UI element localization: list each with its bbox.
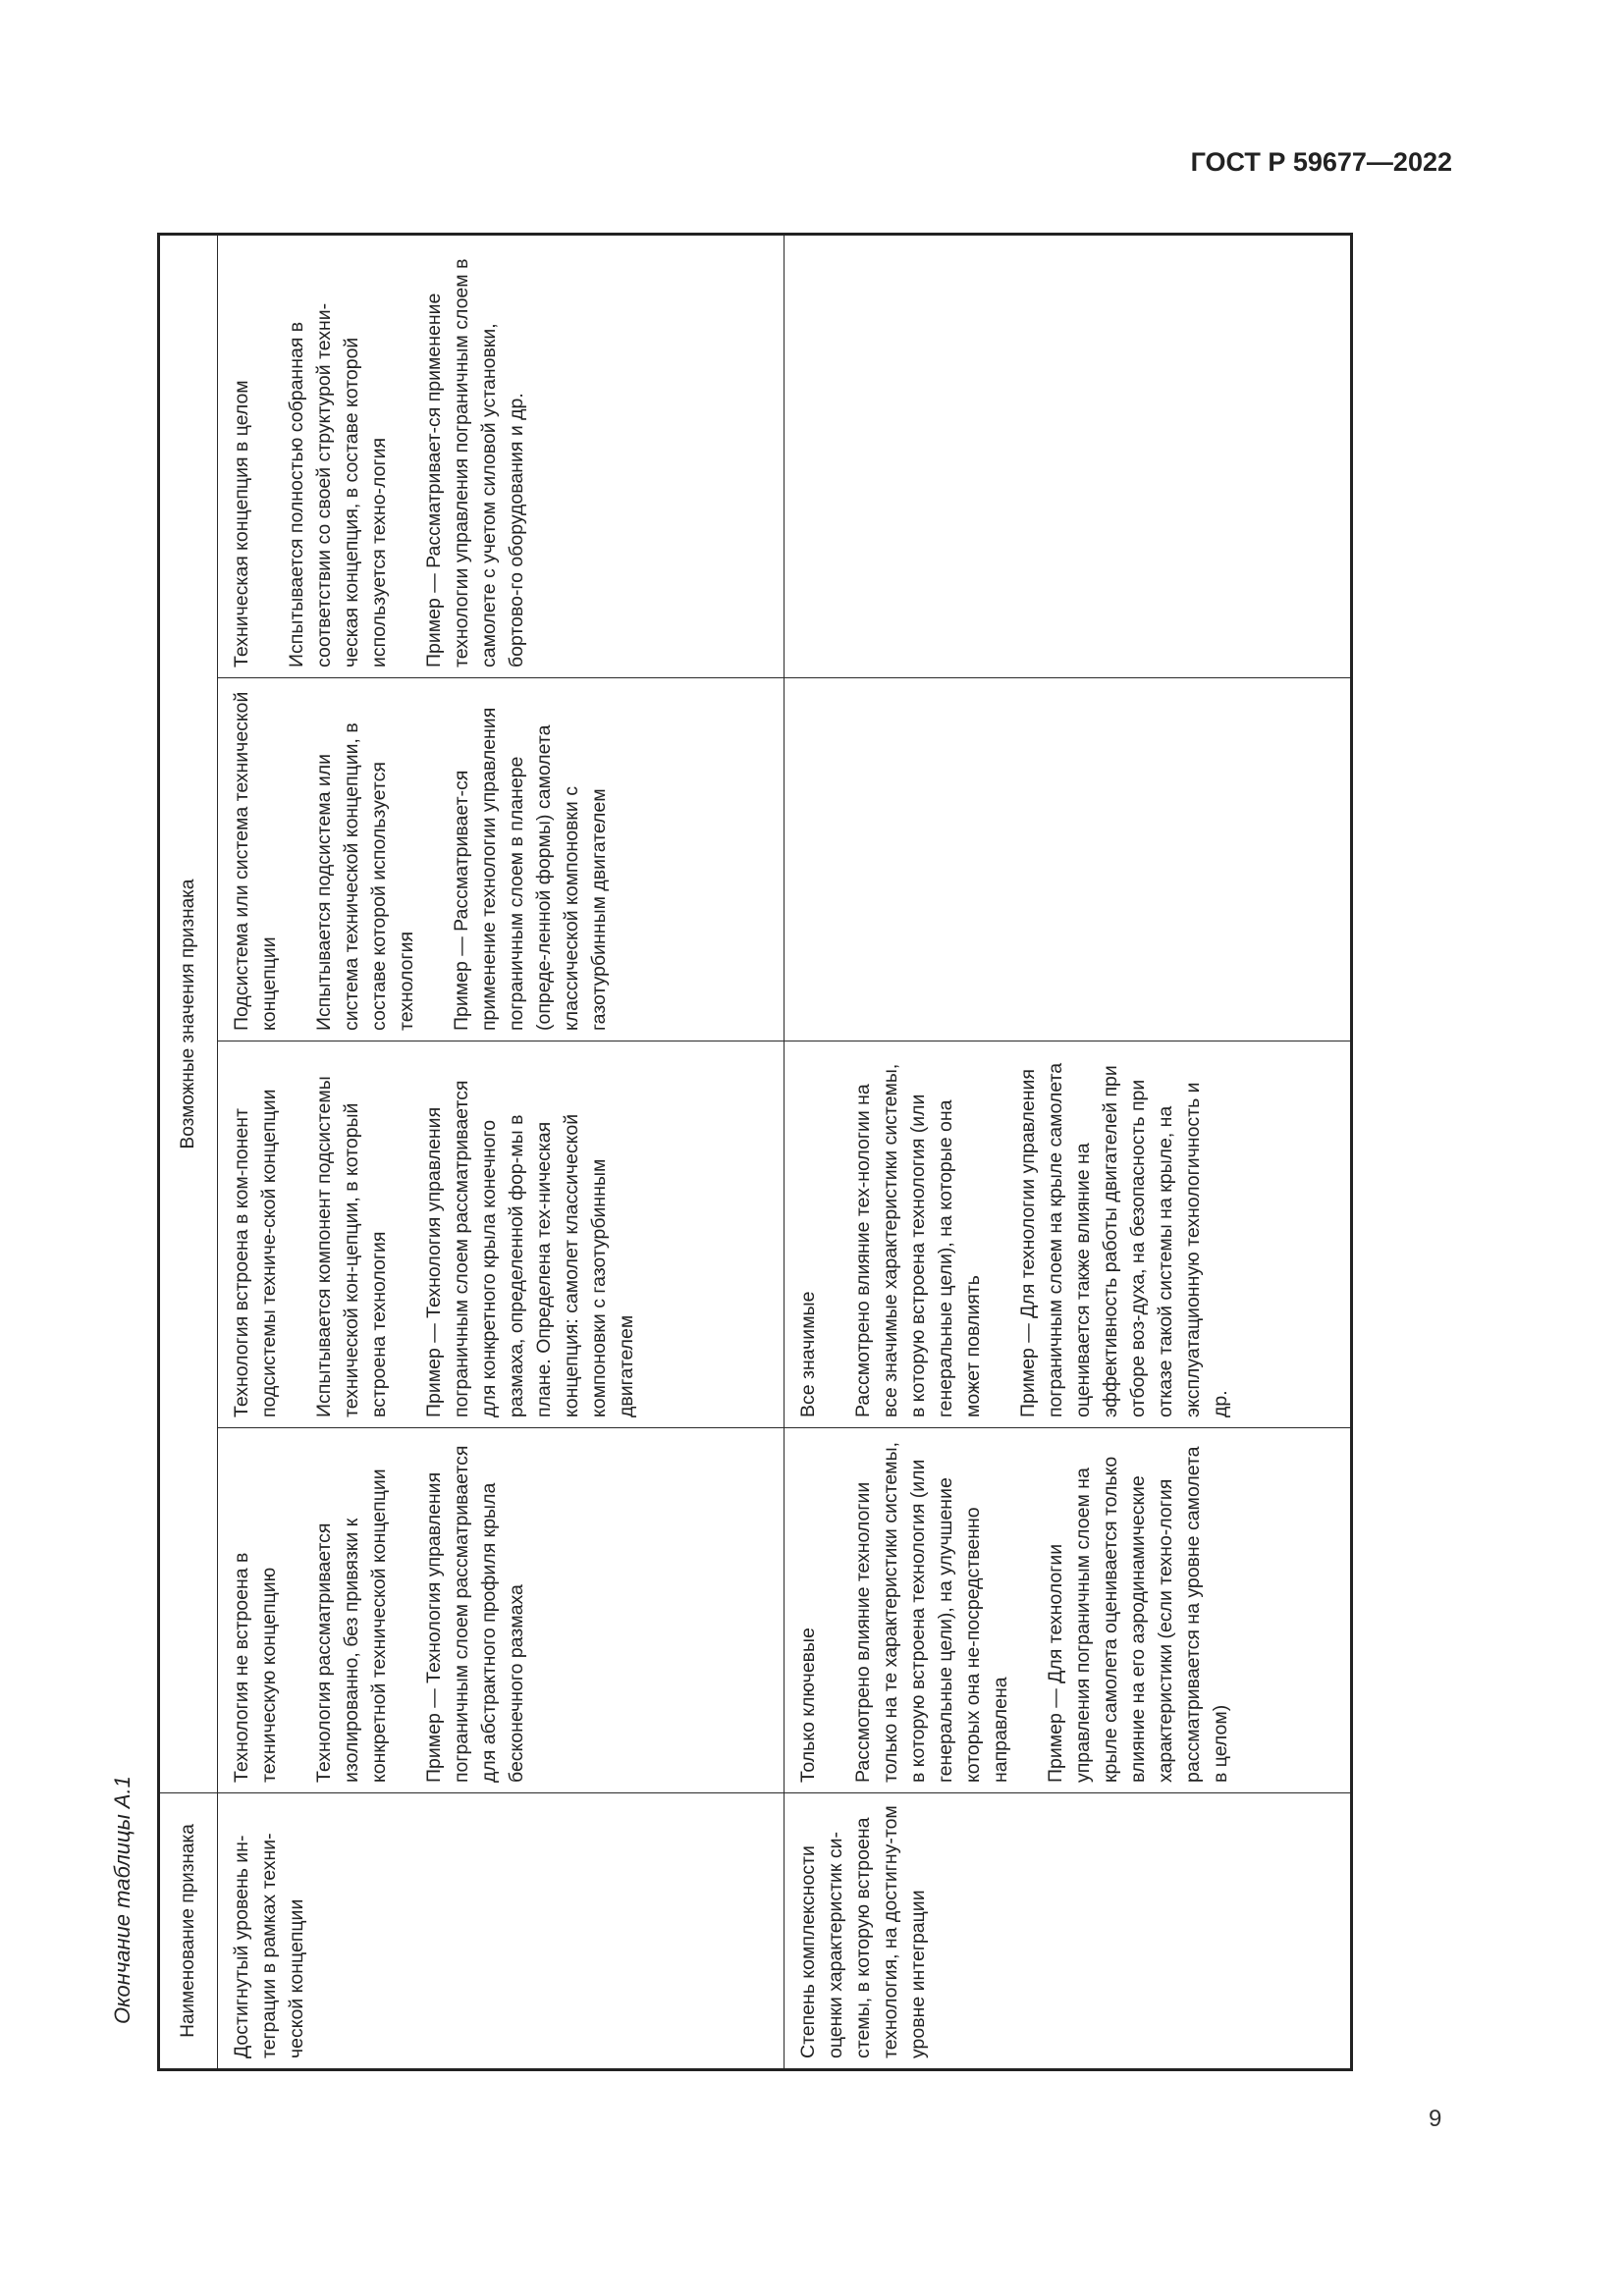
row1-feature-name: Достигнутый уровень ин-теграции в рамках техни-ческой концепции [218, 1793, 785, 2070]
rotated-table-container [157, 236, 1350, 2071]
table-caption: Окончание таблицы А.1 [110, 1776, 135, 2024]
header-feature-name: Наименование признака [159, 1793, 218, 2070]
header-feature-values: Возможные значения признака [159, 234, 218, 1792]
row2-value-2: Все значимые Рассмотрено влияние тех-нологии на все значимые характеристики системы, в которую встроена технология (или генеральные цели), на которые она может повлиять Пример — Для технологии управления пограничным слоем на крыле самолета оценивается также влияние на эффективность работы двигателей при отборе воз-духа, на безопасность при отказе такой системы на крыле, на эксплуатационную технологичность и др. [785, 1041, 1352, 1428]
row2-value-1: Только ключевые Рассмотрено влияние технологии только на те характеристики системы, в которую встроена технология (или генеральные цели), на улучшение которых она не-посредственно направлена Пример — Для технологии управления пограничным слоем на крыле самолета оценивается только влияние на его аэродинамические характеристики (если техно-логия рассматривается на уровне самолета в целом) [785, 1428, 1352, 1793]
row1-value-3: Подсистема или система технической концепции Испытывается подсистема или система технической концепции, в составе которой используется технология Пример — Рассматривает-ся применение технологии управления пограничным слоем в планере (опреде-ленной формы) самолета классической компоновки с газотурбинным двигателем [218, 678, 785, 1041]
features-table [157, 233, 1353, 2071]
page-number: 9 [1429, 2106, 1442, 2132]
row2-value-3 [785, 678, 1352, 1041]
document-id: ГОСТ Р 59677—2022 [1190, 147, 1452, 177]
row1-value-4: Техническая концепция в целом Испытывается полностью собранная в соответствии со своей структурой техни-ческая концепция, в составе которой используется техно-логия Пример — Рассматривает-ся применение технологии управления пограничным слоем в самолете с учетом силовой установки, бортово-го оборудования и др. [218, 234, 785, 677]
row2-value-4 [785, 234, 1352, 677]
row2-feature-name: Степень комплексности оценки характеристик си-стемы, в которую встроена технология, на достигну-том уровне интеграции [785, 1793, 1352, 2070]
row1-value-1: Технология не встроена в техническую концепцию Технология рассматривается изолированно, без привязки к конкретной технической концепции Пример — Технология управления пограничным слоем рассматривается для абстрактного профиля крыла бесконечного размаха [218, 1428, 785, 1793]
row1-value-2: Технология встроена в ком-понент подсистемы техниче-ской концепции Испытывается компонент подсистемы технической кон-цепции, в который встроена технология Пример — Технология управления пограничным слоем рассматривается для конкретного крыла конечного размаха, определенной фор-мы в плане. Определена тех-ническая концепция: самолет классической компоновки с газотурбинным двигателем [218, 1041, 785, 1428]
